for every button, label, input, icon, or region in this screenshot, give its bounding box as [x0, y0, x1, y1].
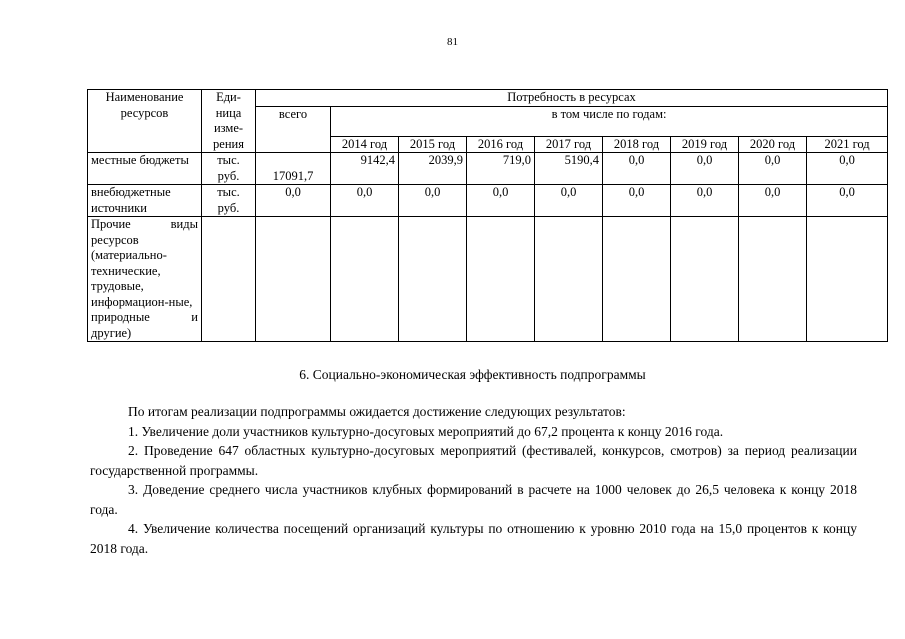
- row-total: 0,0: [256, 185, 331, 217]
- row-value: 0,0: [807, 153, 888, 185]
- row-unit: тыс. руб.: [202, 153, 256, 185]
- row-value: [399, 217, 467, 342]
- row-value: 0,0: [603, 153, 671, 185]
- row-value: [535, 217, 603, 342]
- row-value: [671, 217, 739, 342]
- page-number: 81: [447, 36, 458, 48]
- col-header-need: Потребность в ресурсах: [256, 90, 888, 107]
- row-value: 0,0: [739, 153, 807, 185]
- row-value: [467, 217, 535, 342]
- year-header: 2016 год: [467, 136, 535, 153]
- row-value: 0,0: [467, 185, 535, 217]
- row-value: [739, 217, 807, 342]
- row-value: 0,0: [671, 185, 739, 217]
- row-value: 0,0: [399, 185, 467, 217]
- row-name: внебюджетные источники: [88, 185, 202, 217]
- row-value: 0,0: [739, 185, 807, 217]
- row-value: 0,0: [807, 185, 888, 217]
- table-row: [88, 217, 888, 342]
- row-value: 9142,4: [331, 153, 399, 185]
- paragraph: 1. Увеличение доли участников культурно-досуговых мероприятий до 67,2 процента к концу 2016 года.: [128, 423, 724, 439]
- row-value: [807, 217, 888, 342]
- row-value: 5190,4: [535, 153, 603, 185]
- row-value: [603, 217, 671, 342]
- paragraph: 3. Доведение среднего числа участников клубных формирований в расчете на 1000 человек до 26,5 человека к концу 2018 года.: [90, 482, 857, 517]
- year-header: 2021 год: [807, 136, 888, 153]
- row-total: [256, 217, 331, 342]
- year-header: 2017 год: [535, 136, 603, 153]
- year-header: 2019 год: [671, 136, 739, 153]
- row-value: 0,0: [603, 185, 671, 217]
- row-name: Прочие виды ресурсов (материально-технические, трудовые, информацион-ные, природные и другие): [88, 217, 202, 342]
- row-value: 719,0: [467, 153, 535, 185]
- table-header-row: [88, 90, 888, 107]
- paragraph: По итогам реализации подпрограммы ожидается достижение следующих результатов:: [128, 404, 626, 419]
- year-header: 2020 год: [739, 136, 807, 153]
- row-value: 0,0: [535, 185, 603, 217]
- section-title: 6. Социально-экономическая эффективность подпрограммы: [299, 367, 646, 382]
- row-total: 17091,7: [256, 153, 331, 185]
- table-row: [88, 153, 888, 185]
- row-value: 2039,9: [399, 153, 467, 185]
- col-header-by-years: в том числе по годам:: [331, 106, 888, 136]
- year-header: 2015 год: [399, 136, 467, 153]
- row-unit: [202, 217, 256, 342]
- col-header-total: всего: [256, 106, 331, 153]
- col-header-unit: Еди-ница изме-рения: [202, 90, 256, 153]
- col-header-name: Наименование ресурсов: [88, 90, 202, 153]
- table-row: [88, 185, 888, 217]
- section-body: [90, 402, 857, 558]
- row-name: местные бюджеты: [88, 153, 202, 185]
- year-header: 2018 год: [603, 136, 671, 153]
- row-value: 0,0: [671, 153, 739, 185]
- row-value: 0,0: [331, 185, 399, 217]
- row-unit: тыс. руб.: [202, 185, 256, 217]
- paragraph: 4. Увеличение количества посещений организаций культуры по отношению к уровню 2010 года на 15,0 процентов к концу 2018 года.: [90, 521, 857, 556]
- year-header: 2014 год: [331, 136, 399, 153]
- paragraph: 2. Проведение 647 областных культурно-досуговых мероприятий (фестивалей, конкурсов, смотров) за период реализации государственной программы.: [90, 443, 857, 478]
- row-value: [331, 217, 399, 342]
- resources-table: [87, 89, 888, 342]
